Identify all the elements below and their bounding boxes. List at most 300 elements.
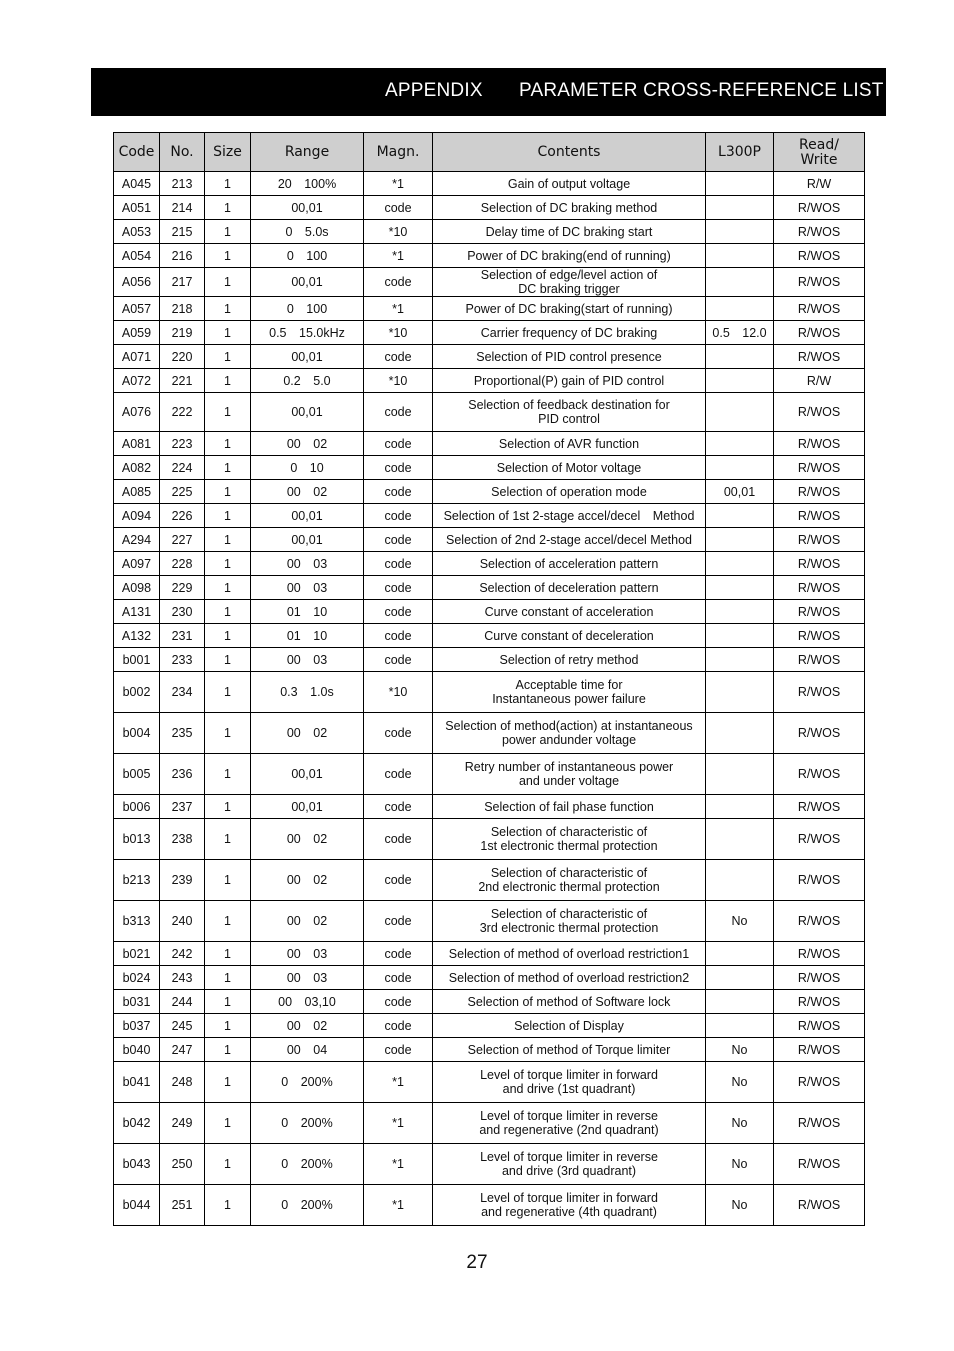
cell-magn: *10 bbox=[364, 672, 433, 713]
cell-l300p bbox=[706, 648, 774, 672]
cell-magn: code bbox=[364, 456, 433, 480]
cell-code: A094 bbox=[114, 504, 160, 528]
cell-l300p bbox=[706, 819, 774, 860]
table-row bbox=[114, 819, 865, 860]
contents-line: Selection of fail phase function bbox=[484, 799, 654, 814]
cell-magn: *1 bbox=[364, 172, 433, 196]
cell-rw: R/WOS bbox=[774, 819, 865, 860]
cell-no: 249 bbox=[160, 1103, 205, 1144]
table-row bbox=[114, 990, 865, 1014]
cell-code: A097 bbox=[114, 552, 160, 576]
contents-line: Selection of edge/level action of bbox=[480, 268, 658, 282]
cell-size: 1 bbox=[205, 220, 251, 244]
table-row bbox=[114, 393, 865, 432]
page-title: PARAMETER CROSS-REFERENCE LIST bbox=[519, 80, 884, 101]
cell-l300p: No bbox=[706, 1144, 774, 1185]
cell-no: 231 bbox=[160, 624, 205, 648]
cell-magn: code bbox=[364, 600, 433, 624]
cell-magn: *10 bbox=[364, 220, 433, 244]
contents-line: Selection of method(action) at instantaneous bbox=[445, 719, 693, 733]
cell-range: 00 02 bbox=[251, 432, 364, 456]
cell-contents bbox=[433, 648, 706, 672]
cell-contents bbox=[433, 220, 706, 244]
contents-line: Selection of method of Software lock bbox=[467, 994, 671, 1009]
contents-line: Delay time of DC braking start bbox=[485, 224, 653, 239]
cell-magn: code bbox=[364, 268, 433, 297]
cell-size: 1 bbox=[205, 196, 251, 220]
cell-size: 1 bbox=[205, 624, 251, 648]
cell-magn: code bbox=[364, 1014, 433, 1038]
cell-code: A059 bbox=[114, 321, 160, 345]
contents-line: PID control bbox=[538, 412, 600, 426]
cell-range: 00 03 bbox=[251, 648, 364, 672]
contents-line: Selection of AVR function bbox=[498, 436, 640, 451]
cell-magn: code bbox=[364, 196, 433, 220]
cell-rw: R/WOS bbox=[774, 624, 865, 648]
contents-line: Selection of PID control presence bbox=[476, 349, 662, 364]
cell-rw: R/WOS bbox=[774, 432, 865, 456]
cell-size: 1 bbox=[205, 297, 251, 321]
cell-magn: *1 bbox=[364, 1103, 433, 1144]
cell-magn: code bbox=[364, 901, 433, 942]
cell-code: b002 bbox=[114, 672, 160, 713]
contents-line: Selection of 2nd 2-stage accel/decel Method bbox=[446, 532, 692, 547]
cell-rw: R/WOS bbox=[774, 196, 865, 220]
cell-l300p bbox=[706, 297, 774, 321]
contents-line: 3rd electronic thermal protection bbox=[479, 921, 659, 935]
cell-l300p: 00,01 bbox=[706, 480, 774, 504]
cell-no: 223 bbox=[160, 432, 205, 456]
cell-contents bbox=[433, 504, 706, 528]
column-header-range: Range bbox=[251, 133, 364, 172]
cell-contents bbox=[433, 456, 706, 480]
cell-l300p bbox=[706, 795, 774, 819]
contents-line: Gain of output voltage bbox=[507, 176, 631, 191]
cell-no: 224 bbox=[160, 456, 205, 480]
cell-code: b004 bbox=[114, 713, 160, 754]
cell-l300p bbox=[706, 942, 774, 966]
cell-no: 222 bbox=[160, 393, 205, 432]
contents-line: Acceptable time for bbox=[515, 678, 623, 692]
cell-l300p bbox=[706, 504, 774, 528]
cell-rw: R/WOS bbox=[774, 220, 865, 244]
cell-magn: code bbox=[364, 942, 433, 966]
cell-rw: R/WOS bbox=[774, 1014, 865, 1038]
cell-code: b040 bbox=[114, 1038, 160, 1062]
contents-line: Selection of 1st 2-stage accel/decel Method bbox=[443, 508, 695, 523]
cell-contents bbox=[433, 1038, 706, 1062]
cell-no: 229 bbox=[160, 576, 205, 600]
cell-l300p: No bbox=[706, 1185, 774, 1226]
cell-size: 1 bbox=[205, 1014, 251, 1038]
cell-no: 213 bbox=[160, 172, 205, 196]
table-row bbox=[114, 297, 865, 321]
cell-range: 00 02 bbox=[251, 480, 364, 504]
column-header-size: Size bbox=[205, 133, 251, 172]
cell-code: A076 bbox=[114, 393, 160, 432]
cell-l300p bbox=[706, 393, 774, 432]
page-header bbox=[91, 68, 886, 116]
cell-rw: R/WOS bbox=[774, 576, 865, 600]
cell-contents bbox=[433, 196, 706, 220]
cell-rw: R/WOS bbox=[774, 321, 865, 345]
cell-range: 0.3 1.0s bbox=[251, 672, 364, 713]
contents-line: and drive (3rd quadrant) bbox=[501, 1164, 637, 1178]
cell-l300p bbox=[706, 552, 774, 576]
cell-rw: R/W bbox=[774, 369, 865, 393]
cell-code: b041 bbox=[114, 1062, 160, 1103]
cell-size: 1 bbox=[205, 648, 251, 672]
cell-code: A072 bbox=[114, 369, 160, 393]
cell-no: 217 bbox=[160, 268, 205, 297]
cell-code: A098 bbox=[114, 576, 160, 600]
cell-contents bbox=[433, 672, 706, 713]
column-header-code: Code bbox=[114, 133, 160, 172]
table-row bbox=[114, 480, 865, 504]
table-row bbox=[114, 648, 865, 672]
cell-code: A132 bbox=[114, 624, 160, 648]
cell-contents bbox=[433, 795, 706, 819]
cell-contents bbox=[433, 1103, 706, 1144]
table-row bbox=[114, 345, 865, 369]
cell-no: 236 bbox=[160, 754, 205, 795]
cell-magn: code bbox=[364, 480, 433, 504]
cell-magn: code bbox=[364, 528, 433, 552]
cell-range: 00 03 bbox=[251, 552, 364, 576]
contents-line: Selection of acceleration pattern bbox=[479, 556, 659, 571]
table-row bbox=[114, 1103, 865, 1144]
cell-l300p: No bbox=[706, 1038, 774, 1062]
cell-l300p: 0.5 12.0 bbox=[706, 321, 774, 345]
cell-code: A056 bbox=[114, 268, 160, 297]
cell-magn: *10 bbox=[364, 369, 433, 393]
table-row bbox=[114, 432, 865, 456]
table-row bbox=[114, 196, 865, 220]
cell-range: 0 100 bbox=[251, 297, 364, 321]
cell-range: 0 200% bbox=[251, 1103, 364, 1144]
cell-no: 214 bbox=[160, 196, 205, 220]
cell-magn: code bbox=[364, 819, 433, 860]
cell-contents bbox=[433, 345, 706, 369]
contents-line: Level of torque limiter in forward bbox=[480, 1191, 658, 1205]
contents-line: Level of torque limiter in forward bbox=[480, 1068, 658, 1082]
cell-range: 0 200% bbox=[251, 1185, 364, 1226]
cell-range: 01 10 bbox=[251, 600, 364, 624]
cell-l300p bbox=[706, 713, 774, 754]
cell-range: 0.5 15.0kHz bbox=[251, 321, 364, 345]
cell-size: 1 bbox=[205, 480, 251, 504]
cell-code: A081 bbox=[114, 432, 160, 456]
cell-range: 00 03,10 bbox=[251, 990, 364, 1014]
cell-rw: R/WOS bbox=[774, 1062, 865, 1103]
cell-contents bbox=[433, 1014, 706, 1038]
table-row bbox=[114, 1014, 865, 1038]
cell-size: 1 bbox=[205, 1103, 251, 1144]
cell-code: A054 bbox=[114, 244, 160, 268]
contents-line: Carrier frequency of DC braking bbox=[480, 325, 658, 340]
cell-l300p: No bbox=[706, 1062, 774, 1103]
cell-code: A294 bbox=[114, 528, 160, 552]
cell-code: A057 bbox=[114, 297, 160, 321]
contents-line: and regenerative (4th quadrant) bbox=[481, 1205, 657, 1219]
cell-magn: code bbox=[364, 1038, 433, 1062]
cell-code: b313 bbox=[114, 901, 160, 942]
cell-no: 251 bbox=[160, 1185, 205, 1226]
cell-no: 228 bbox=[160, 552, 205, 576]
column-header-l300p: L300P bbox=[706, 133, 774, 172]
cell-no: 235 bbox=[160, 713, 205, 754]
cell-rw: R/WOS bbox=[774, 528, 865, 552]
table-row bbox=[114, 600, 865, 624]
cell-range: 00 02 bbox=[251, 713, 364, 754]
cell-range: 00 02 bbox=[251, 1014, 364, 1038]
cell-contents bbox=[433, 244, 706, 268]
contents-line: Selection of method of overload restriction1 bbox=[448, 946, 690, 961]
table-row bbox=[114, 942, 865, 966]
contents-line: Level of torque limiter in reverse bbox=[480, 1150, 658, 1164]
cell-size: 1 bbox=[205, 528, 251, 552]
cell-contents bbox=[433, 966, 706, 990]
cell-size: 1 bbox=[205, 795, 251, 819]
cell-size: 1 bbox=[205, 393, 251, 432]
cell-range: 0.2 5.0 bbox=[251, 369, 364, 393]
cell-range: 00 03 bbox=[251, 942, 364, 966]
cell-magn: *1 bbox=[364, 1062, 433, 1103]
cell-rw: R/WOS bbox=[774, 966, 865, 990]
cell-range: 00,01 bbox=[251, 393, 364, 432]
cell-magn: code bbox=[364, 393, 433, 432]
table-row bbox=[114, 1144, 865, 1185]
contents-line: Retry number of instantaneous power bbox=[464, 760, 674, 774]
cell-size: 1 bbox=[205, 456, 251, 480]
contents-line: and regenerative (2nd quadrant) bbox=[479, 1123, 659, 1137]
cell-l300p bbox=[706, 576, 774, 600]
cell-no: 239 bbox=[160, 860, 205, 901]
cell-range: 00,01 bbox=[251, 268, 364, 297]
cell-l300p bbox=[706, 624, 774, 648]
contents-line: DC braking trigger bbox=[518, 282, 620, 296]
cell-magn: code bbox=[364, 713, 433, 754]
cell-size: 1 bbox=[205, 345, 251, 369]
cell-rw: R/WOS bbox=[774, 990, 865, 1014]
cell-size: 1 bbox=[205, 1062, 251, 1103]
cell-rw: R/WOS bbox=[774, 1103, 865, 1144]
cell-range: 20 100% bbox=[251, 172, 364, 196]
cell-contents bbox=[433, 297, 706, 321]
cell-size: 1 bbox=[205, 552, 251, 576]
cell-code: A053 bbox=[114, 220, 160, 244]
cell-no: 227 bbox=[160, 528, 205, 552]
cell-rw: R/WOS bbox=[774, 648, 865, 672]
cell-range: 0 5.0s bbox=[251, 220, 364, 244]
cell-l300p bbox=[706, 172, 774, 196]
cell-size: 1 bbox=[205, 1038, 251, 1062]
contents-line: 1st electronic thermal protection bbox=[480, 839, 658, 853]
table-row bbox=[114, 321, 865, 345]
contents-line: power andunder voltage bbox=[501, 733, 637, 747]
cell-rw: R/WOS bbox=[774, 552, 865, 576]
cell-magn: code bbox=[364, 990, 433, 1014]
cell-code: b001 bbox=[114, 648, 160, 672]
cell-contents bbox=[433, 268, 706, 297]
cell-size: 1 bbox=[205, 600, 251, 624]
contents-line: Selection of Display bbox=[514, 1018, 624, 1033]
cell-magn: code bbox=[364, 504, 433, 528]
table-row bbox=[114, 528, 865, 552]
contents-line: Curve constant of deceleration bbox=[484, 628, 654, 643]
cell-magn: code bbox=[364, 966, 433, 990]
cell-no: 240 bbox=[160, 901, 205, 942]
cell-contents bbox=[433, 528, 706, 552]
cell-size: 1 bbox=[205, 966, 251, 990]
cell-rw: R/WOS bbox=[774, 754, 865, 795]
contents-line: Selection of DC braking method bbox=[480, 200, 658, 215]
cell-size: 1 bbox=[205, 432, 251, 456]
cell-contents bbox=[433, 480, 706, 504]
cell-magn: *1 bbox=[364, 244, 433, 268]
cell-l300p bbox=[706, 672, 774, 713]
cell-magn: *1 bbox=[364, 297, 433, 321]
cell-rw: R/WOS bbox=[774, 268, 865, 297]
cell-magn: code bbox=[364, 576, 433, 600]
cell-size: 1 bbox=[205, 504, 251, 528]
cell-magn: code bbox=[364, 624, 433, 648]
cell-size: 1 bbox=[205, 990, 251, 1014]
table-row bbox=[114, 1062, 865, 1103]
cell-code: b024 bbox=[114, 966, 160, 990]
cell-contents bbox=[433, 576, 706, 600]
cell-rw: R/WOS bbox=[774, 393, 865, 432]
cell-range: 00,01 bbox=[251, 504, 364, 528]
cell-no: 242 bbox=[160, 942, 205, 966]
cell-l300p bbox=[706, 268, 774, 297]
cell-magn: *1 bbox=[364, 1144, 433, 1185]
cell-no: 233 bbox=[160, 648, 205, 672]
cell-l300p bbox=[706, 220, 774, 244]
cell-l300p bbox=[706, 196, 774, 220]
cell-range: 00 02 bbox=[251, 901, 364, 942]
cell-size: 1 bbox=[205, 244, 251, 268]
cell-size: 1 bbox=[205, 369, 251, 393]
contents-line: Selection of feedback destination for bbox=[468, 398, 670, 412]
table-row bbox=[114, 860, 865, 901]
cell-contents bbox=[433, 369, 706, 393]
cell-no: 215 bbox=[160, 220, 205, 244]
cell-l300p bbox=[706, 1014, 774, 1038]
cell-code: b213 bbox=[114, 860, 160, 901]
cell-size: 1 bbox=[205, 713, 251, 754]
cell-l300p bbox=[706, 990, 774, 1014]
cell-contents bbox=[433, 321, 706, 345]
table-row bbox=[114, 268, 865, 297]
cell-range: 0 200% bbox=[251, 1144, 364, 1185]
contents-line: Selection of operation mode bbox=[491, 484, 647, 499]
cell-rw: R/WOS bbox=[774, 672, 865, 713]
cell-l300p bbox=[706, 244, 774, 268]
cell-magn: code bbox=[364, 432, 433, 456]
table-row bbox=[114, 624, 865, 648]
cell-size: 1 bbox=[205, 172, 251, 196]
cell-size: 1 bbox=[205, 1185, 251, 1226]
contents-line: Selection of characteristic of bbox=[490, 907, 648, 921]
cell-l300p: No bbox=[706, 901, 774, 942]
cell-contents bbox=[433, 942, 706, 966]
table-row bbox=[114, 713, 865, 754]
cell-range: 00,01 bbox=[251, 196, 364, 220]
cell-range: 0 200% bbox=[251, 1062, 364, 1103]
cell-l300p bbox=[706, 600, 774, 624]
cell-rw: R/WOS bbox=[774, 244, 865, 268]
cell-size: 1 bbox=[205, 1144, 251, 1185]
cell-magn: code bbox=[364, 795, 433, 819]
cell-size: 1 bbox=[205, 901, 251, 942]
cell-no: 219 bbox=[160, 321, 205, 345]
cell-magn: code bbox=[364, 648, 433, 672]
table-row bbox=[114, 966, 865, 990]
table-row bbox=[114, 456, 865, 480]
cell-no: 226 bbox=[160, 504, 205, 528]
contents-line: Curve constant of acceleration bbox=[484, 604, 654, 619]
contents-line: Power of DC braking(end of running) bbox=[467, 248, 671, 263]
cell-magn: *1 bbox=[364, 1185, 433, 1226]
column-header-magn: Magn. bbox=[364, 133, 433, 172]
cell-no: 250 bbox=[160, 1144, 205, 1185]
cell-l300p bbox=[706, 456, 774, 480]
contents-line: Selection of retry method bbox=[499, 652, 639, 667]
cell-range: 00 02 bbox=[251, 819, 364, 860]
cell-l300p bbox=[706, 345, 774, 369]
cell-range: 00,01 bbox=[251, 528, 364, 552]
cell-magn: *10 bbox=[364, 321, 433, 345]
cell-no: 237 bbox=[160, 795, 205, 819]
cell-range: 00 03 bbox=[251, 966, 364, 990]
cell-no: 243 bbox=[160, 966, 205, 990]
cell-size: 1 bbox=[205, 268, 251, 297]
cell-code: b021 bbox=[114, 942, 160, 966]
cell-rw: R/WOS bbox=[774, 297, 865, 321]
cell-contents bbox=[433, 901, 706, 942]
cell-no: 230 bbox=[160, 600, 205, 624]
parameter-table bbox=[113, 132, 865, 1226]
cell-magn: code bbox=[364, 860, 433, 901]
page-number: 27 bbox=[466, 1252, 488, 1273]
cell-size: 1 bbox=[205, 754, 251, 795]
cell-code: b005 bbox=[114, 754, 160, 795]
table-row bbox=[114, 172, 865, 196]
cell-size: 1 bbox=[205, 576, 251, 600]
cell-range: 00 02 bbox=[251, 860, 364, 901]
cell-no: 248 bbox=[160, 1062, 205, 1103]
cell-l300p bbox=[706, 369, 774, 393]
contents-line: Selection of deceleration pattern bbox=[479, 580, 659, 595]
contents-line: Level of torque limiter in reverse bbox=[480, 1109, 658, 1123]
cell-no: 220 bbox=[160, 345, 205, 369]
table-body bbox=[114, 172, 865, 1226]
cell-l300p: No bbox=[706, 1103, 774, 1144]
cell-code: A071 bbox=[114, 345, 160, 369]
cell-range: 00 04 bbox=[251, 1038, 364, 1062]
cell-code: A045 bbox=[114, 172, 160, 196]
cell-contents bbox=[433, 1062, 706, 1103]
table-row bbox=[114, 672, 865, 713]
cell-no: 247 bbox=[160, 1038, 205, 1062]
cell-contents bbox=[433, 1185, 706, 1226]
cell-size: 1 bbox=[205, 672, 251, 713]
table-row bbox=[114, 244, 865, 268]
cell-size: 1 bbox=[205, 860, 251, 901]
cell-code: b031 bbox=[114, 990, 160, 1014]
table-row bbox=[114, 1038, 865, 1062]
